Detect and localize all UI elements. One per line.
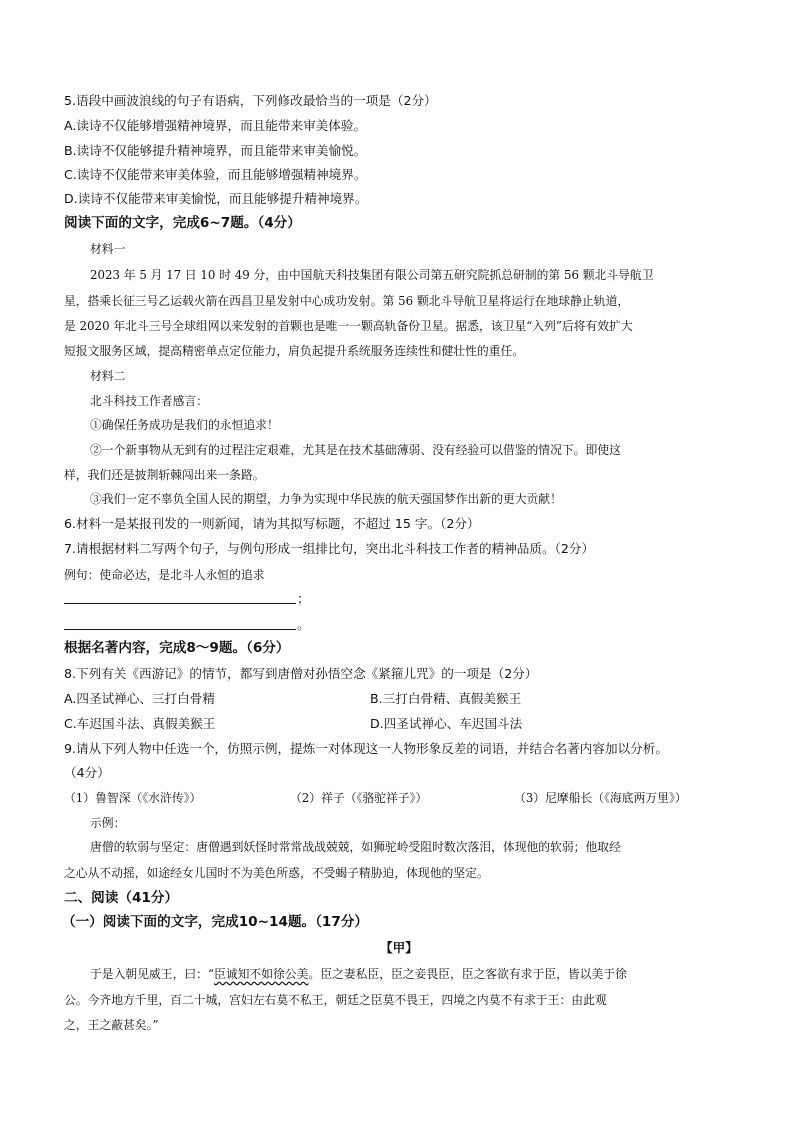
q5-option-a: A.读诗不仅能够增强精神境界，而且能带来审美体验。 (64, 118, 367, 133)
material-1-line: 2023 年 5 月 17 日 10 时 49 分，由中国航天科技集团有限公司第五研究院抓总研制的第 56 颗北斗导航卫 (90, 268, 654, 282)
q8-option-b: B.三打白骨精、真假美猴王 (370, 691, 522, 706)
answer-line-1[interactable] (64, 603, 296, 604)
passage-line-3: 之，王之蔽甚矣。” (64, 1018, 159, 1032)
q8-option-a: A.四圣试禅心、三打白骨精 (64, 691, 215, 706)
material-2-item-3: ③我们一定不辜负全国人民的期望，力争为实现中华民族的航天强国梦作出新的更大贡献！ (90, 492, 562, 506)
q9-score: （4分） (64, 765, 110, 780)
section-8-9-heading: 根据名著内容，完成8～9题。（6分） (64, 640, 290, 656)
q9-example-text: 唐僧的软弱与坚定：唐僧遇到妖怪时常常战战兢兢，如狮驼岭受阻时数次落泪，体现他的软弱；他取经 (90, 840, 621, 854)
q8-option-d: D.四圣试禅心、车迟国斗法 (370, 716, 523, 731)
material-1-line: 星，搭乘长征三号乙运载火箭在西昌卫星发射中心成功发射。第 56 颗北斗导航卫星将运行在地球静止轨道， (64, 294, 630, 308)
answer-line-2[interactable] (64, 629, 296, 630)
material-2-item-2-cont: 样，我们还是披荆斩棘闯出来一条路。 (64, 468, 265, 482)
q5-option-c: C.读诗不仅能带来审美体验，而且能够增强精神境界。 (64, 167, 367, 182)
q9-choice-1: （1）鲁智深（《水浒传》） (64, 791, 202, 805)
q8-stem: 8.下列有关《西游记》的情节，都写到唐僧对孙悟空念《紧箍儿咒》的一项是（2分） (64, 666, 538, 681)
material-1-line: 短报文服务区域，提高精密单点定位能力，肩负起提升系统服务连续性和健壮性的重任。 (64, 344, 525, 358)
q8-option-c: C.车迟国斗法、真假美猴王 (64, 716, 216, 731)
material-1-title: 材料一 (90, 242, 126, 256)
passage-line-1-post: 。臣之妻私臣，臣之妾畏臣，臣之客欲有求于臣，皆以美于徐 (308, 967, 627, 981)
wavy-underlined-sentence: 臣诚知不如徐公美 (214, 967, 309, 981)
passage-line-1-pre: 于是入朝见威王，曰：“ (90, 967, 215, 981)
q9-example-text-cont: 之心从不动摇，如途经女儿国时不为美色所惑，不受蝎子精胁迫，体现他的坚定。 (64, 866, 489, 880)
q9-stem: 9.请从下列人物中任选一个，仿照示例，提炼一对体现这一人物形象反差的词语，并结合名著内容加以分析。 (64, 741, 668, 756)
reading-subheading: （一）阅读下面的文字，完成10~14题。（17分） (62, 914, 369, 930)
q9-choice-3: （3）尼摩船长（《海底两万里》） (514, 791, 687, 805)
reading-heading: 二、阅读（41分） (64, 890, 179, 906)
q6-stem: 6.材料一是某报刊发的一则新闻，请为其拟写标题，不超过 15 字。（2分） (64, 516, 480, 531)
answer-line-2-end: 。 (297, 617, 310, 632)
passage-line-1 (90, 966, 627, 982)
q5-option-d: D.读诗不仅能带来审美愉悦，而且能够提升精神境界。 (64, 191, 368, 206)
material-2-intro: 北斗科技工作者感言： (90, 394, 208, 408)
material-2-item-1: ①确保任务成功是我们的永恒追求！ (90, 418, 279, 432)
section-6-7-heading: 阅读下面的文字，完成6~7题。（4分） (64, 215, 301, 231)
material-2-item-2: ②一个新事物从无到有的过程注定艰难，尤其是在技术基础薄弱、没有经验可以借鉴的情况下。即使这 (90, 443, 621, 457)
material-2-title: 材料二 (90, 369, 126, 383)
q7-stem: 7.请根据材料二写两个句子，与例句形成一组排比句，突出北斗科技工作者的精神品质。（2分） (64, 541, 595, 556)
q5-option-b: B.读诗不仅能够提升精神境界，而且能带来审美愉悦。 (64, 143, 367, 158)
example-sentence: 例句：使命必达，是北斗人永恒的追求 (64, 568, 265, 582)
q5-stem: 5.语段中画波浪线的句子有语病，下列修改最恰当的一项是（2分） (64, 93, 437, 108)
q9-choice-2: （2）祥子（《骆驼祥子》） (290, 791, 428, 805)
q9-example-label: 示例： (90, 816, 126, 830)
answer-line-1-end: ； (297, 591, 310, 606)
passage-title: 【甲】 (380, 940, 418, 955)
passage-line-2: 公。今齐地方千里，百二十城，宫妇左右莫不私王，朝廷之臣莫不畏王，四境之内莫不有求于王：由此观 (64, 993, 607, 1007)
material-1-line: 是 2020 年北斗三号全球组网以来发射的首颗也是唯一一颗高轨备份卫星。据悉，该卫星“入列”后将有效扩大 (64, 319, 633, 333)
